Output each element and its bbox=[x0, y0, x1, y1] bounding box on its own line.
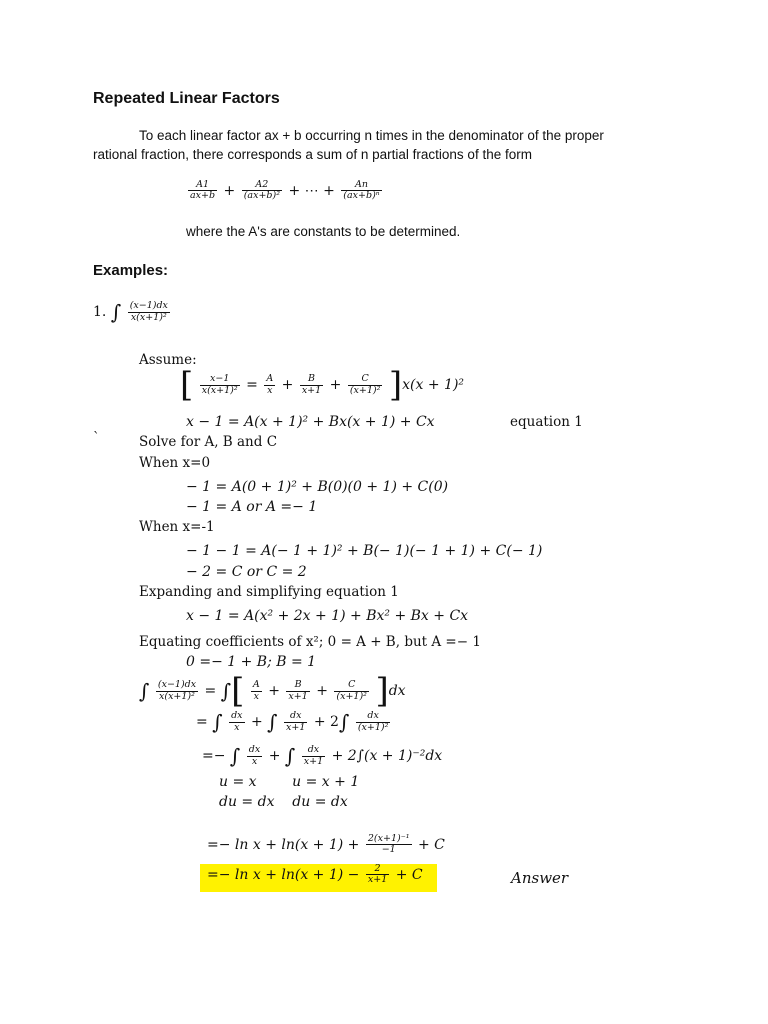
when-x-m1-eq-2: − 2 = C or C = 2 bbox=[186, 564, 307, 580]
page-title: Repeated Linear Factors bbox=[93, 90, 280, 107]
when-x-0-eq-2: − 1 = A or A =− 1 bbox=[186, 499, 318, 515]
when-x-0-label: When x=0 bbox=[139, 455, 211, 471]
problem-1: 1. ∫ $\frac{(x-1)dx}{\text{x(x+1)²}}$ bbox=[93, 300, 168, 324]
when-x-m1-label: When x=-1 bbox=[139, 519, 215, 535]
equation-1-label: equation 1 bbox=[510, 414, 583, 430]
when-x-0-eq-1: − 1 = A(0 + 1)² + B(0)(0 + 1) + C(0) bbox=[186, 479, 449, 495]
intro-line-2: rational fraction, there corresponds a sum of n partial fractions of the form bbox=[93, 147, 532, 162]
constants-note: where the A's are constants to be determined. bbox=[186, 224, 461, 239]
result-line-1: =− ln x + ln(x + 1) + $\frac{\text{2(x+1)⁻¹}}{-1}$ + C bbox=[207, 833, 445, 856]
coefficient-equation: 0 =− 1 + B; B = 1 bbox=[186, 654, 317, 670]
when-x-m1-eq-1: − 1 − 1 = A(− 1 + 1)² + B(− 1)(− 1 + 1) + C(− 1) bbox=[186, 543, 543, 559]
substitution-line-2: du = dx du = dx bbox=[219, 794, 348, 810]
examples-heading: Examples: bbox=[93, 262, 169, 279]
integral-step-3: =− ∫ $\frac{dx}{x}$ + ∫ $\frac{dx}{x+1}$ + 2∫(x + 1)⁻²dx bbox=[202, 744, 443, 768]
assume-equation: [ $\frac{x-1}{\text{x(x+1)²}}$ = $\frac{A}{x}$ + $\frac{B}{x+1}$ + $\frac{C}{\text{(x+1)²}}$ ]x(x + 1)² bbox=[180, 365, 465, 405]
expand-label: Expanding and simplifying equation 1 bbox=[139, 584, 399, 600]
equation-1: x − 1 = A(x + 1)² + Bx(x + 1) + Cx bbox=[186, 414, 435, 430]
integral-decomposition: ∫ $\frac{(x-1)dx}{\text{x(x+1)²}}$ = ∫[ $\frac{A}{x}$ + $\frac{B}{x+1}$ + $\frac{C}{\text{(x+1)²}}$ ]dx bbox=[139, 671, 406, 711]
stray-mark: ` bbox=[93, 430, 100, 446]
substitution-line-1: u = x u = x + 1 bbox=[219, 774, 360, 790]
answer-label: Answer bbox=[511, 869, 569, 887]
integral-step-2: = ∫ $\frac{dx}{x}$ + ∫ $\frac{dx}{x+1}$ + 2∫ $\frac{dx}{\text{(x+1)²}}$ bbox=[196, 710, 389, 734]
solve-label: Solve for A, B and C bbox=[139, 434, 278, 450]
result-line-2: =− ln x + ln(x + 1) − $\frac{2}{x+1}$ + C bbox=[207, 863, 423, 886]
partial-fraction-form: $\frac{A1}{ax+b}$ + $\frac{A2}{\text{(ax+b)²}}$ + ⋯ + $\frac{An}{\text{(ax+b)ⁿ}}$ bbox=[190, 179, 380, 202]
expand-equation: x − 1 = A(x² + 2x + 1) + Bx² + Bx + Cx bbox=[186, 608, 469, 624]
intro-line-1: To each linear factor ax + b occurring n times in the denominator of the proper bbox=[139, 128, 604, 143]
assume-label: Assume: bbox=[139, 352, 197, 368]
coefficient-label: Equating coefficients of x²; 0 = A + B, but A =− 1 bbox=[139, 634, 481, 650]
